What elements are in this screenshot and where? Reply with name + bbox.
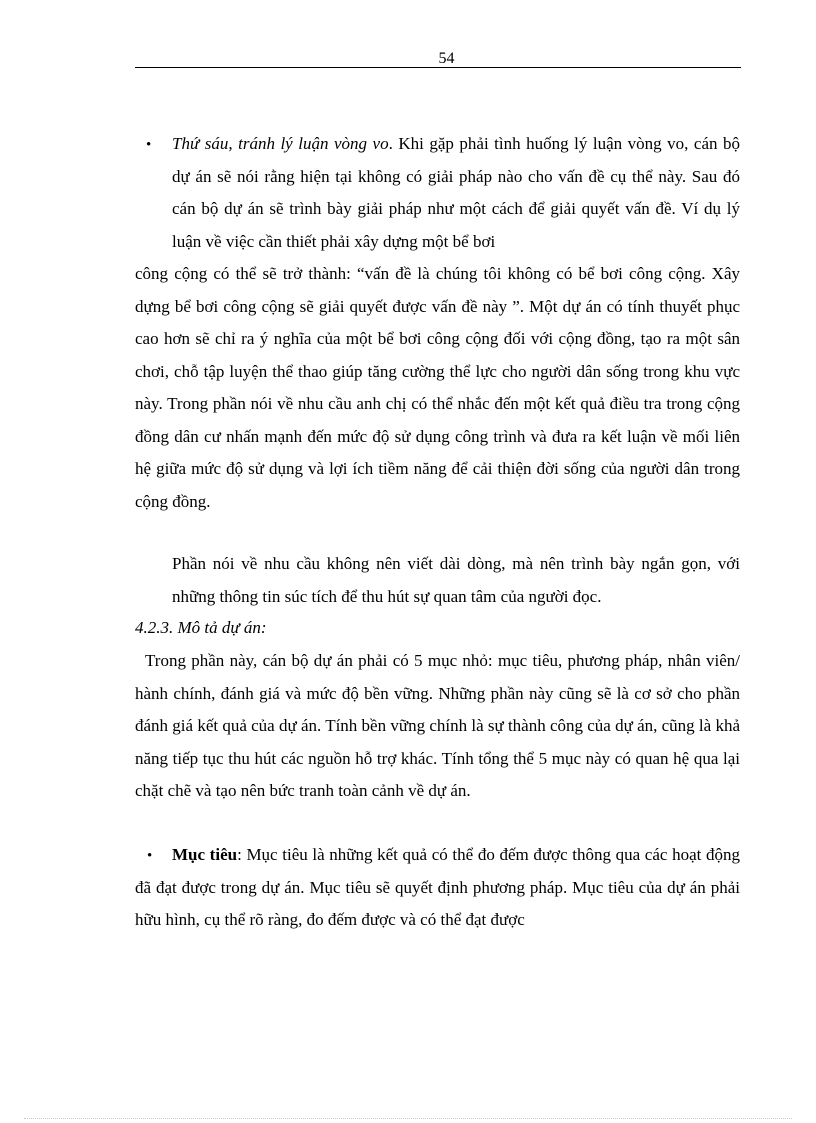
header-divider bbox=[135, 67, 741, 68]
bullet-paragraph-continuation: công cộng có thể sẽ trở thành: “vấn đề là chúng tôi không có bể bơi công cộng. Xây dựng bể bơi công cộng sẽ giải quyết được vấn đề này ”. Một dự án có tính thuyết phục cao hơn sẽ chỉ ra ý nghĩa của một bể bơi công cộng đối với cộng đồng, tạo ra một sân chơi, chỗ tập luyện thể thao giúp tăng cường thể lực cho người dân sống trong khu vực này. Trong phần nói về nhu cầu anh chị có thể nhắc đến một kết quả điều tra trong cộng đồng dân cư nhấn mạnh đến mức độ sử dụng công trình và đưa ra kết luận về mối liên hệ giữa mức độ sử dụng và lợi ích tiềm năng để cải thiện đời sống của người dân trong cộng đồng. bbox=[135, 264, 740, 511]
bullet-text: : Mục tiêu là những kết quả có thể đo đếm được thông qua các hoạt động đã đạt được trong dự án. Mục tiêu sẽ quyết định phương pháp. Mục tiêu của dự án phải hữu hình, cụ thể rõ ràng, đo đếm được và có thể đạt được bbox=[135, 845, 740, 929]
bullet-text: . Khi gặp phải tình huống lý luận vòng vo, cán bộ dự án sẽ nói rằng hiện tại không có giải pháp nào cho vấn đề cụ thể này. Sau đó cán bộ dự án sẽ trình bày giải pháp như một cách để giải quyết vấn đề. Ví dụ lý luận về việc cần thiết phải xây dựng một bể bơi bbox=[172, 134, 741, 251]
section-heading: 4.2.3. Mô tả dự án: bbox=[135, 618, 267, 637]
bullet-marker: • bbox=[147, 848, 153, 864]
note-paragraph: Phần nói về nhu cầu không nên viết dài dòng, mà nên trình bày ngắn gọn, với những thông tin súc tích để thu hút sự quan tâm của người đọc. bbox=[172, 554, 740, 606]
section-paragraph: Trong phần này, cán bộ dự án phải có 5 mục nhỏ: mục tiêu, phương pháp, nhân viên/ hành chính, đánh giá và mức độ bền vững. Những phần này cũng sẽ là cơ sở cho phần đánh giá kết quả của dự án. Tính bền vững chính là sự thành công của dự án, cũng là khả năng tiếp tục thu hút các nguồn hỗ trợ khác. Tính tổng thể 5 mục này có quan hệ qua lại chặt chẽ và tạo nên bức tranh toàn cảnh về dự án. bbox=[135, 651, 740, 800]
footer-dotted-line bbox=[24, 1118, 792, 1119]
bullet-marker: • bbox=[146, 137, 152, 153]
bullet-title: Mục tiêu bbox=[172, 845, 238, 864]
bullet-title: Thứ sáu, tránh lý luận vòng vo bbox=[172, 134, 389, 153]
bullet-paragraph-circular-reasoning bbox=[172, 128, 740, 258]
page-number: 54 bbox=[438, 50, 455, 67]
bullet-paragraph-objectives bbox=[135, 839, 740, 937]
